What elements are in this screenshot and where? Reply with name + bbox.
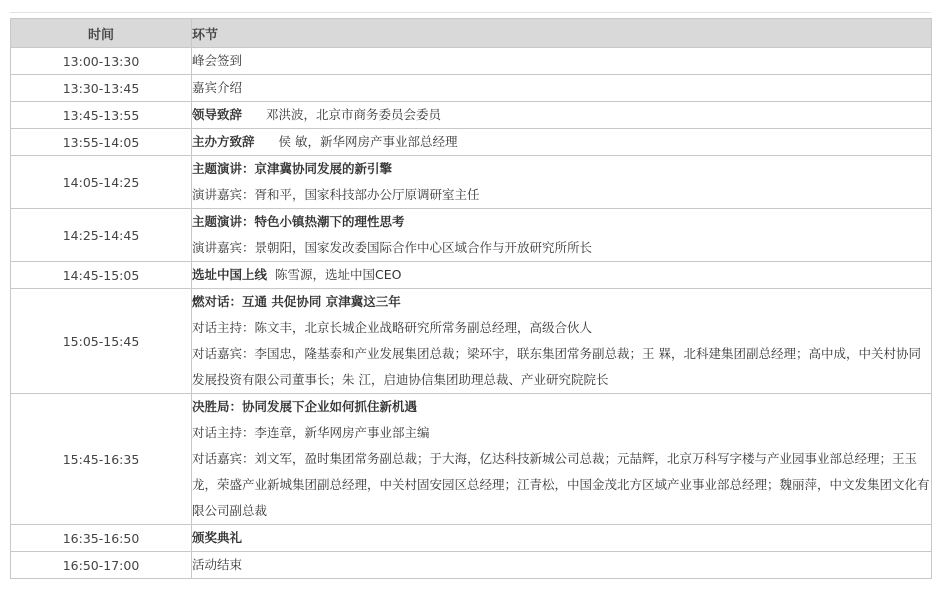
row-segment xyxy=(192,262,932,289)
row-time: 13:00-13:30 xyxy=(11,48,192,75)
row-segment xyxy=(192,75,932,102)
dialogue-host: 对话主持：李连章，新华网房产事业部主编 xyxy=(192,425,430,440)
segment-text: 嘉宾介绍 xyxy=(192,80,243,95)
row-segment xyxy=(192,209,932,262)
row-time: 16:35-16:50 xyxy=(11,525,192,552)
row-time: 14:45-15:05 xyxy=(11,262,192,289)
segment-detail: 陈雪源，选址中国CEO xyxy=(275,267,402,282)
dialogue-guests: 对话嘉宾：刘文军，盈时集团常务副总裁；于大海，亿达科技新城公司总裁；元喆辉，北京万科写字楼与产业园事业部总经理；王玉龙，荣盛产业新城集团副总经理，中关村固安园区总经理；江青松，中国金茂北方区域产业事业部总经理；魏丽萍，中文发集团文化有限公司副总裁 xyxy=(192,451,930,518)
row-segment xyxy=(192,156,932,209)
row-segment xyxy=(192,289,932,394)
table-header-row xyxy=(11,19,932,48)
segment-title: 领导致辞 xyxy=(192,107,243,122)
row-segment xyxy=(192,129,932,156)
column-header-segment: 环节 xyxy=(192,19,932,48)
segment-text: 峰会签到 xyxy=(192,53,243,68)
column-header-time: 时间 xyxy=(11,19,192,48)
top-divider xyxy=(10,12,931,13)
dialogue-host: 对话主持：陈文丰，北京长城企业战略研究所常务副总经理，高级合伙人 xyxy=(192,320,593,335)
table-row xyxy=(11,525,932,552)
row-time: 14:25-14:45 xyxy=(11,209,192,262)
row-time: 15:45-16:35 xyxy=(11,394,192,525)
table-row xyxy=(11,289,932,394)
table-row xyxy=(11,75,932,102)
row-segment xyxy=(192,102,932,129)
table-row xyxy=(11,394,932,525)
row-time: 16:50-17:00 xyxy=(11,552,192,579)
table-row xyxy=(11,262,932,289)
segment-title: 颁奖典礼 xyxy=(192,530,243,545)
segment-detail: 侯 敏，新华网房产事业部总经理 xyxy=(278,134,458,149)
segment-title: 主题演讲：特色小镇热潮下的理性思考 xyxy=(192,214,405,229)
segment-title: 决胜局：协同发展下企业如何抓住新机遇 xyxy=(192,399,418,414)
table-row xyxy=(11,209,932,262)
dialogue-guests: 对话嘉宾：李国忠，隆基泰和产业发展集团总裁；梁环宇，联东集团常务副总裁；王 槑，北科建集团副总经理；高中成，中关村协同发展投资有限公司董事长；朱 江，启迪协信集团助理总裁、产业研究院院长 xyxy=(192,346,921,387)
segment-title: 选址中国上线 xyxy=(192,267,268,282)
segment-text: 活动结束 xyxy=(192,557,243,572)
row-time: 13:30-13:45 xyxy=(11,75,192,102)
table-row xyxy=(11,156,932,209)
row-time: 15:05-15:45 xyxy=(11,289,192,394)
row-time: 13:55-14:05 xyxy=(11,129,192,156)
table-row xyxy=(11,129,932,156)
row-segment xyxy=(192,394,932,525)
table-row xyxy=(11,552,932,579)
table-row xyxy=(11,102,932,129)
row-time: 14:05-14:25 xyxy=(11,156,192,209)
segment-title: 主办方致辞 xyxy=(192,134,255,149)
segment-detail: 演讲嘉宾：胥和平，国家科技部办公厅原调研室主任 xyxy=(192,187,480,202)
table-row xyxy=(11,48,932,75)
row-segment xyxy=(192,525,932,552)
segment-detail: 演讲嘉宾：景朝阳，国家发改委国际合作中心区域合作与开放研究所所长 xyxy=(192,240,593,255)
row-time: 13:45-13:55 xyxy=(11,102,192,129)
row-segment xyxy=(192,48,932,75)
segment-title: 燃对话：互通 共促协同 京津冀这三年 xyxy=(192,294,401,309)
segment-detail: 邓洪波，北京市商务委员会委员 xyxy=(266,107,442,122)
segment-title: 主题演讲：京津冀协同发展的新引擎 xyxy=(192,161,393,176)
agenda-table xyxy=(10,18,932,579)
row-segment xyxy=(192,552,932,579)
